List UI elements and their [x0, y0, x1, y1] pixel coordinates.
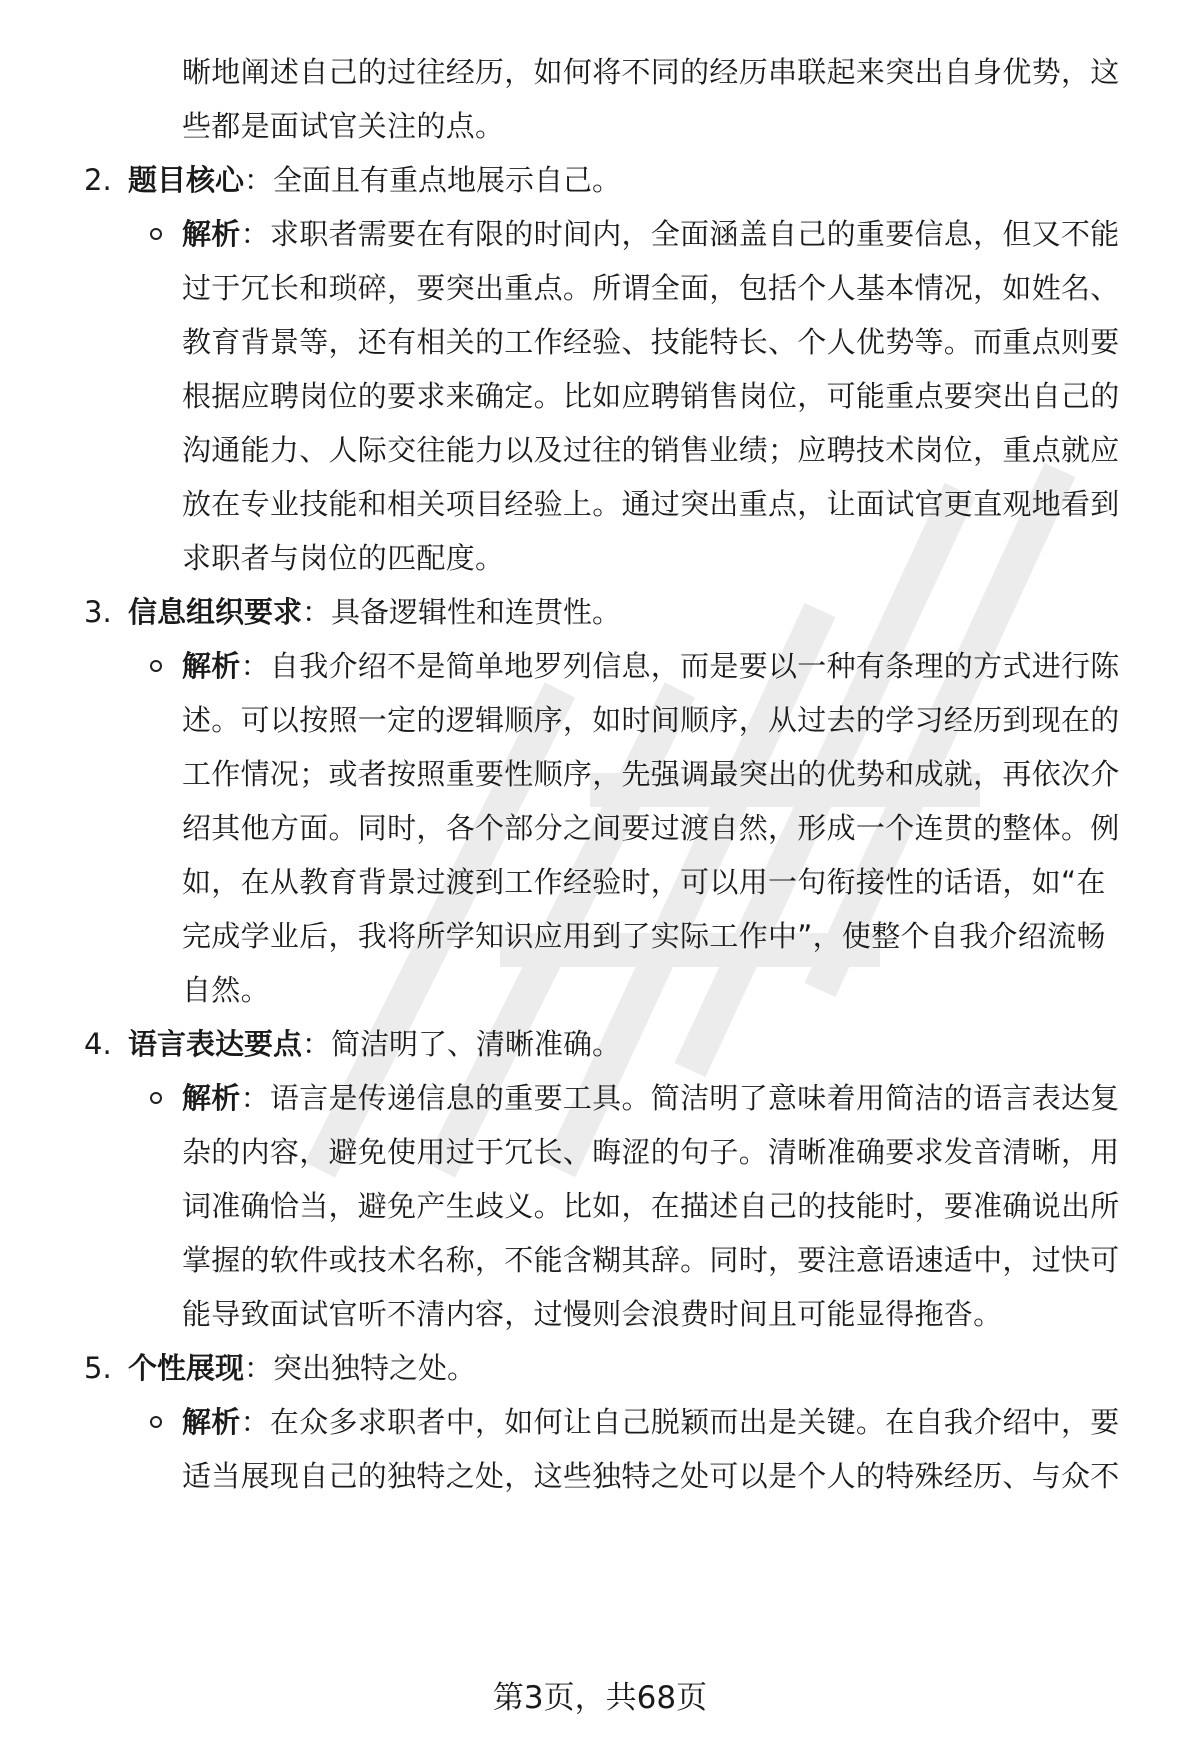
item-summary: ：突出独特之处。: [244, 1351, 477, 1385]
item-title: 语言表达要点: [128, 1027, 303, 1061]
analysis-line: 如，在从教育背景过渡到工作经验时，可以用一句衔接性的话语，如“在: [182, 865, 1106, 899]
list-item-heading: [128, 160, 621, 200]
analysis-line: 求职者与岗位的匹配度。: [182, 541, 505, 575]
analysis-line: 杂的内容，避免使用过于冗长、晦涩的句子。清晰准确要求发音清晰，用: [182, 1135, 1120, 1169]
analysis-line: 放在专业技能和相关项目经验上。通过突出重点，让面试官更直观地看到: [182, 487, 1120, 521]
hollow-circle-bullet-icon: [150, 228, 162, 240]
list-number: 4.: [84, 1027, 112, 1061]
analysis-text: ：自我介绍不是简单地罗列信息，而是要以一种有条理的方式进行陈: [240, 649, 1120, 683]
analysis-line: 工作情况；或者按照重要性顺序，先强调最突出的优势和成就，再依次介: [182, 757, 1120, 791]
analysis-line: [182, 214, 1120, 254]
analysis-line: [182, 1402, 1120, 1442]
analysis-line: 过于冗长和琐碎，要突出重点。所谓全面，包括个人基本情况，如姓名、: [182, 271, 1120, 305]
paragraph-line: 些都是面试官关注的点。: [182, 109, 505, 143]
list-item-heading: [128, 1348, 476, 1388]
analysis-line: 沟通能力、人际交往能力以及过往的销售业绩；应聘技术岗位，重点就应: [182, 433, 1120, 467]
analysis-line: 根据应聘岗位的要求来确定。比如应聘销售岗位，可能重点要突出自己的: [182, 379, 1120, 413]
analysis-line: 述。可以按照一定的逻辑顺序，如时间顺序，从过去的学习经历到现在的: [182, 703, 1120, 737]
hollow-circle-bullet-icon: [150, 1092, 162, 1104]
item-summary: ：具备逻辑性和连贯性。: [302, 595, 622, 629]
analysis-label: 解析: [182, 649, 241, 683]
list-item-heading: [128, 592, 621, 632]
list-item-heading: [128, 1024, 621, 1064]
analysis-line: 完成学业后，我将所学知识应用到了实际工作中”，使整个自我介绍流畅: [182, 919, 1106, 953]
analysis-line: [182, 646, 1120, 686]
hollow-circle-bullet-icon: [150, 660, 162, 672]
item-title: 信息组织要求: [128, 595, 303, 629]
paragraph-line: 晰地阐述自己的过往经历，如何将不同的经历串联起来突出自身优势，这: [182, 55, 1120, 89]
item-summary: ：全面且有重点地展示自己。: [244, 163, 622, 197]
item-summary: ：简洁明了、清晰准确。: [302, 1027, 622, 1061]
analysis-line: 绍其他方面。同时，各个部分之间要过渡自然，形成一个连贯的整体。例: [182, 811, 1120, 845]
analysis-line: [182, 1078, 1120, 1118]
analysis-line: 词准确恰当，避免产生歧义。比如，在描述自己的技能时，要准确说出所: [182, 1189, 1120, 1223]
list-number: 3.: [84, 595, 112, 629]
item-title: 个性展现: [128, 1351, 245, 1385]
analysis-text: ：求职者需要在有限的时间内，全面涵盖自己的重要信息，但又不能: [240, 217, 1120, 251]
analysis-label: 解析: [182, 1081, 241, 1115]
list-number: 2.: [84, 163, 112, 197]
item-title: 题目核心: [128, 163, 245, 197]
hollow-circle-bullet-icon: [150, 1416, 162, 1428]
analysis-line: 适当展现自己的独特之处，这些独特之处可以是个人的特殊经历、与众不: [182, 1459, 1120, 1493]
analysis-label: 解析: [182, 217, 241, 251]
page-number-footer: 第3页，共68页: [492, 1680, 708, 1716]
analysis-line: 自然。: [182, 973, 270, 1007]
analysis-line: 教育背景等，还有相关的工作经验、技能特长、个人优势等。而重点则要: [182, 325, 1120, 359]
analysis-text: ：在众多求职者中，如何让自己脱颖而出是关键。在自我介绍中，要: [240, 1405, 1120, 1439]
analysis-text: ：语言是传递信息的重要工具。简洁明了意味着用简洁的语言表达复: [240, 1081, 1120, 1115]
analysis-line: 掌握的软件或技术名称，不能含糊其辞。同时，要注意语速适中，过快可: [182, 1243, 1120, 1277]
analysis-line: 能导致面试官听不清内容，过慢则会浪费时间且可能显得拖沓。: [182, 1297, 1003, 1331]
list-number: 5.: [84, 1351, 112, 1385]
analysis-label: 解析: [182, 1405, 241, 1439]
